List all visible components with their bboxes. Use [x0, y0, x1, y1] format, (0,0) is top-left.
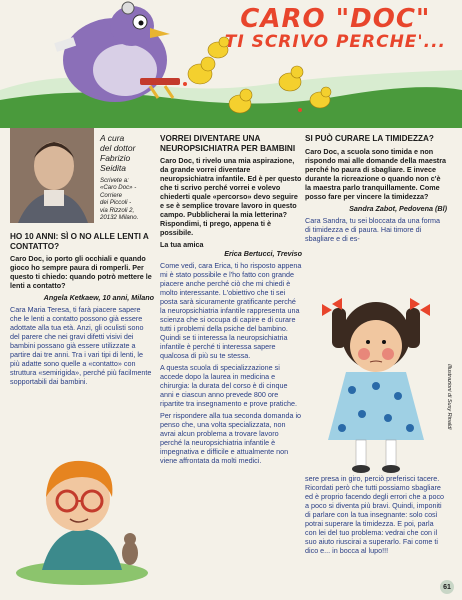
boy-with-glasses-illustration: [12, 445, 152, 585]
letter-signature: Erica Bertucci, Treviso: [224, 249, 302, 258]
address-line: 20132 Milano.: [100, 214, 139, 222]
credit-line: Fabrizio: [100, 153, 131, 163]
title-line-2: TI SCRIVO PERCHE'...: [224, 32, 446, 52]
letter-answer: sere presa in giro, perciò preferisci tacere. Ricordati però che tutti possiamo sbagliare ed è proprio facendo degli errori che a poco a poco si diventa più bravi. Quindi, imponiti di parlare con la tua insegnante: solo così potrai superare la timidezza. E poi, parla con lei del tuo problema: vedrai che con il suo aiuto riuscirai a superarlo. Fai come ti dico e... in bocca al lupo!!!: [305, 474, 445, 555]
shy-girl-illustration: [312, 290, 442, 475]
title-line-1: CARO "DOC": [240, 4, 431, 34]
address-line: «Caro Doc» -: [100, 184, 137, 192]
letter-answer: Cara Maria Teresa, ti farà piacere sapere che le lenti a contatto possono già essere adottate alla tua età. Anzi, gli oculisti sono del parere che nei gravi difetti visivi dei bambini possano già essere utilizzate a partire dai tre anni. Tra i vari tipi di lenti, le più adatte sono quelle a «contatto» con struttura «semirigida», perché più facilmente sopportabili dai bambini.: [10, 305, 152, 386]
letter-1: [10, 232, 154, 389]
letter-title: SI PUÒ CURARE LA TIMIDEZZA?: [305, 134, 434, 143]
letter-closing: La tua amica: [160, 240, 204, 249]
illustration-credit: Illustrazioni di Susy Rinaldi: [446, 364, 452, 430]
letter-question: Caro Doc, a scuola sono timida e non rispondo mai alle domande della maestra perché ho paura di sbagliare. E invece durante la ricreazione o quando non c'è la maestra parlo tranquillamente. Come posso fare per vincere la timidezza?: [305, 146, 446, 201]
credit-line: del dottor: [100, 143, 136, 153]
letter-signature: Sandra Zabot, Pedovena (Bl): [349, 203, 447, 213]
doctor-photo: [10, 128, 94, 223]
address-line: dei Piccoli -: [100, 199, 132, 207]
address-line: via Rizzoli 2,: [100, 206, 135, 214]
letter-question: Caro Doc, io porto gli occhiali e quando gioco ho sempre paura di romperli. Per questo ti chiedo: quando potrò mettere le lenti a contatto?: [10, 254, 152, 290]
page-number: 61: [440, 580, 454, 594]
credit-line: Seidita: [100, 163, 126, 173]
address-line: Corriere: [100, 191, 123, 199]
letter-answer: Cara Sandra, tu sei bloccata da una forma di timidezza e di paura. Hai timore di sbagliare e di es-: [305, 215, 441, 243]
letter-title: VORREI DIVENTARE UNA NEUROPSICHIATRA PER BAMBINI: [160, 134, 296, 153]
letter-answer: Per rispondere alla tua seconda domanda io penso che, una volta specializzata, non avrai alcun problema a trovare lavoro perché la neuropsichiatria infantile è impegnativa e difficile e attualmente non viene affrontata da molti medici.: [160, 411, 302, 465]
letter-3: [305, 134, 447, 246]
letter-3-continued: [305, 474, 447, 558]
letter-answer: A questa scuola di specializzazione si accede dopo la laurea in medicina e chirurgia: la durata del corso è di cinque anni e ciascun anno prevede 800 ore ripartite tra insegnamento e prove pratiche.: [160, 363, 298, 408]
letter-question: Caro Doc, ti rivelo una mia aspirazione, da grande vorrei diventare neuropsichiatra infantile. Ed è per questo che ti scrivo perché vorrei e volevo chiederti quale «percorso» devo seguire e se è semplice trovare lavoro in questo campo. Pubblicherai la mia letterina? Rispondimi, ti prego, appena ti è possibile.: [160, 156, 302, 237]
letter-signature: Angela Ketkaew, 10 anni, Milano: [43, 293, 154, 302]
address-line: Scrivete a:: [100, 177, 129, 184]
page-title: [225, 6, 446, 51]
letter-title: HO 10 ANNI: SÌ O NO ALLE LENTI A CONTATTO?: [10, 232, 149, 251]
letter-answer: Come vedi, cara Erica, ti ho risposto appena mi è stato possibile e l'ho fatto con grande piacere anche perché ciò che mi chiedi è molto interessante. L'obiettivo che ti sei posta sarà sicuramente gratificante perché la neuropsichiatria infantile rappresenta una scienza che si occupa di capire e di curare tutti i problemi della psiche del bambino. Quindi se ti interessa la neuropsichiatria infantile è perché ti interessa sapere qualcosa di più su te stessa.: [160, 261, 302, 360]
credit-line: A cura: [100, 133, 125, 143]
letter-2: [160, 134, 302, 468]
column-credit: [100, 133, 160, 221]
